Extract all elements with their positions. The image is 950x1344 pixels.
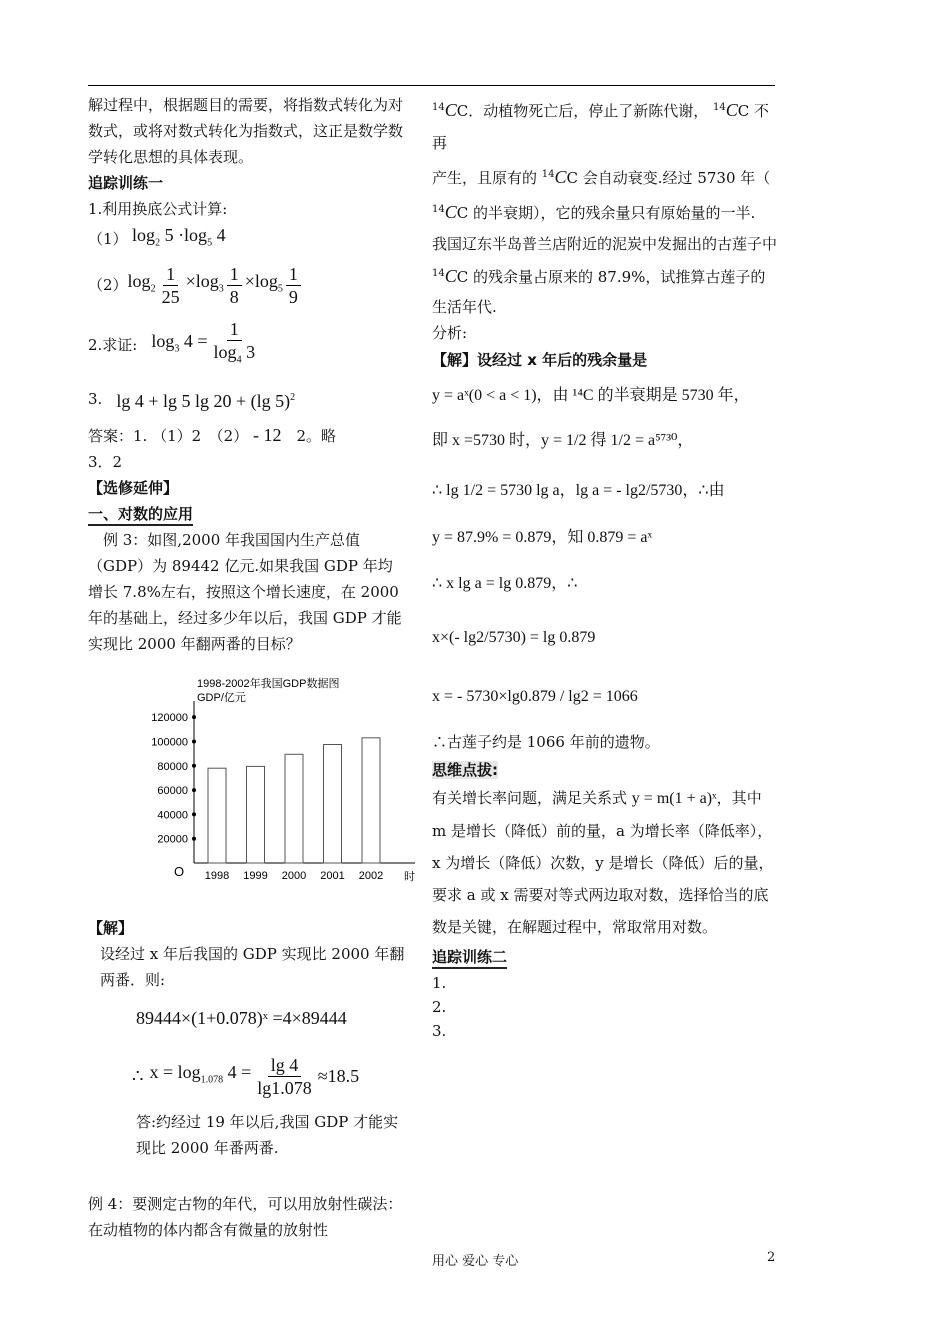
chart-x-tick-label: 1998 <box>204 870 230 882</box>
q3-expression: lg 4 + lg 5 lg 20 + (lg 5)$^2$ <box>116 390 296 411</box>
chart-y-tick-mark <box>192 715 196 719</box>
chart-y-tick-label: 20000 <box>157 833 188 846</box>
solution-step-8: x = - 5730×lg0.879 / lg2 = 1066 <box>432 688 638 705</box>
q1: 1.利用换底公式计算: <box>88 200 228 218</box>
left-column <box>88 92 406 657</box>
track2-item-2: 2. <box>432 998 447 1016</box>
chart-xlabel: 时 <box>404 871 415 883</box>
solution-step-2: y = aˣ(0 < a < 1)，由 ¹⁴C 的半衰期是 5730 年， <box>432 387 750 404</box>
footer-text: 用心 爱心 专心 <box>432 1254 519 1269</box>
solution-step-4: ∴ lg 1/2 = 5730 lg a，lg a = - lg2/5730，∴由 <box>432 482 725 499</box>
chart-x-tick-label: 1999 <box>243 870 268 882</box>
carbon-line-4: 我国辽东半岛普兰店附近的泥炭中发掘出的古莲子中 $^{14}$CC 的残余量占原来的 87.9%，试推算古莲子的生活年代. <box>432 235 778 316</box>
section1-heading: 一、对数的应用 <box>88 501 406 527</box>
q1-1-expression: $\log_2 5 \cdot\log_5$ 4 <box>127 224 226 249</box>
solution-step-6: ∴ x lg a = lg 0.879，∴ <box>432 575 578 592</box>
q1-2-expression: $\log_2$ <box>127 270 156 295</box>
equation-1: 89444×(1+0.078)ˣ =4×89444 <box>136 1008 347 1028</box>
chart-bar <box>285 754 303 863</box>
carbon-line-3: $^{14}$CC 的半衰期），它的残余量只有原始量的一半. <box>432 202 756 222</box>
solution-intro: 【解】设经过 x 年后的残余量是 <box>432 351 648 369</box>
track1-title: 追踪训练一 <box>88 174 164 192</box>
chart-x-tick-label: 2002 <box>358 870 384 882</box>
solution-step-7: x×(- lg2/5730) = lg 0.879 <box>432 629 596 646</box>
gdp-chart <box>130 675 420 885</box>
q2-expression: $\log_3 4$ = <box>151 330 208 355</box>
elective-heading: 【选修延伸】 <box>88 479 179 497</box>
chart-y-tick-mark <box>192 764 196 768</box>
solution-label: 【解】 <box>88 919 134 937</box>
example3-text: 例 3：如图,2000 年我国国内生产总值（GDP）为 89442 亿元.如果我国 GDP 年均增长 7.8%左右，按照这个增长速度，在 2000 年的基础上，经过多少年以后，我国 GDP 才能实现比 2000 年翻两番的目标？ <box>88 531 402 653</box>
equation-2: ∴ $x = \log_{1.078} 4$ = $\frac{\lg 4}{\lg 1.078}$ ≈18.5 <box>132 1054 360 1098</box>
chart-y-tick-mark <box>192 812 196 816</box>
chart-y-tick-label: 60000 <box>157 785 188 798</box>
chart-y-tick-label: 40000 <box>157 809 188 822</box>
track2-item-1: 1. <box>432 974 447 992</box>
answer-text: 答:约经过 19 年以后,我国 GDP 才能实现比 2000 年番两番. <box>136 1113 399 1157</box>
right-column <box>432 92 777 1043</box>
track2-title: 追踪训练二 <box>432 943 777 971</box>
chart-y-tick-label: 120000 <box>151 712 188 725</box>
page-number: 2 <box>767 1250 776 1265</box>
example4-text: 例 4：要测定古物的年代，可以用放射性碳法：在动植物的体内都含有微量的放射性 <box>88 1195 403 1239</box>
q1-1: （1） $\log_2 5 \cdot\log_5$ 4 <box>88 222 406 256</box>
chart-y-tick-label: 80000 <box>157 760 188 773</box>
answer-line-3: 3．2 <box>88 453 123 471</box>
q1-2: （2） $\log_2$ $\frac{1}{25}$ $\times\log_3$ $\frac{1}{8}$ $\times\log_5$ $\frac{1}{9}$ <box>88 256 406 314</box>
track2-item-3: 3. <box>432 1022 447 1040</box>
chart-origin: O <box>174 864 185 879</box>
carbon-line-2: 产生，且原有的 $^{14}$CC 会自动衰变.经过 5730 年（ <box>432 167 771 187</box>
chart-y-tick-mark <box>192 837 196 841</box>
conclusion: ∴古莲子约是 1066 年前的遗物。 <box>432 733 660 751</box>
answer-line: 答案：1. （1）2 （2） - 12 2。略 <box>88 425 337 445</box>
carbon-line-1: $^{14}$CC．动植物死亡后，停止了新陈代谢， $^{14}$CC 不再 <box>432 100 770 152</box>
chart-y-tick-label: 100000 <box>151 736 188 749</box>
left-column-lower <box>88 915 406 1243</box>
gdp-chart-svg <box>130 675 420 885</box>
chart-title: 1998-2002年我国GDP数据图 <box>197 678 340 690</box>
intro-paragraph: 解过程中，根据题目的需要，将指数式转化为对数式，或将对数式转化为指数式，这正是数学数学转化思想的具体表现。 <box>88 96 404 166</box>
solution-step-3: 即 x =5730 时，y = 1/2 得 1/2 = a⁵⁷³⁰， <box>432 432 694 449</box>
chart-bar <box>324 745 342 864</box>
chart-x-tick-label: 2001 <box>320 870 345 882</box>
chart-bar <box>208 768 226 863</box>
thinking-title: 思维点拔: <box>432 761 498 779</box>
q2: 2.求证: $\log_3 4$ = $\frac{1}{\log_4 3}$ <box>88 319 256 366</box>
chart-bar <box>247 766 265 863</box>
chart-x-tick-label: 2000 <box>281 870 307 882</box>
chart-y-tick-mark <box>192 788 196 792</box>
header-rule <box>88 85 775 86</box>
chart-ylabel: GDP/亿元 <box>197 692 246 704</box>
solution-line: 设经过 x 年后我国的 GDP 实现比 2000 年翻两番．则: <box>100 945 405 989</box>
solution-step-5: y = 87.9% = 0.879，知 0.879 = aˣ <box>432 529 653 546</box>
thinking-text: 有关增长率问题，满足关系式 y = m(1 + a)ˣ，其中 m 是增长（降低）前的量，a 为增长率（降低率），x 为增长（降低）次数，y 是增长（降低）后的量，要求 a 或 x 需要对等式两边取对数，选择恰当的底数是关键，在解题过程中，常取常用对数。 <box>432 789 774 936</box>
q3: 3. lg 4 + lg 5 lg 20 + (lg 5)$^2$ <box>88 376 406 422</box>
chart-bar <box>362 738 380 863</box>
chart-y-tick-mark <box>192 739 196 743</box>
analysis-label: 分析: <box>432 324 468 342</box>
